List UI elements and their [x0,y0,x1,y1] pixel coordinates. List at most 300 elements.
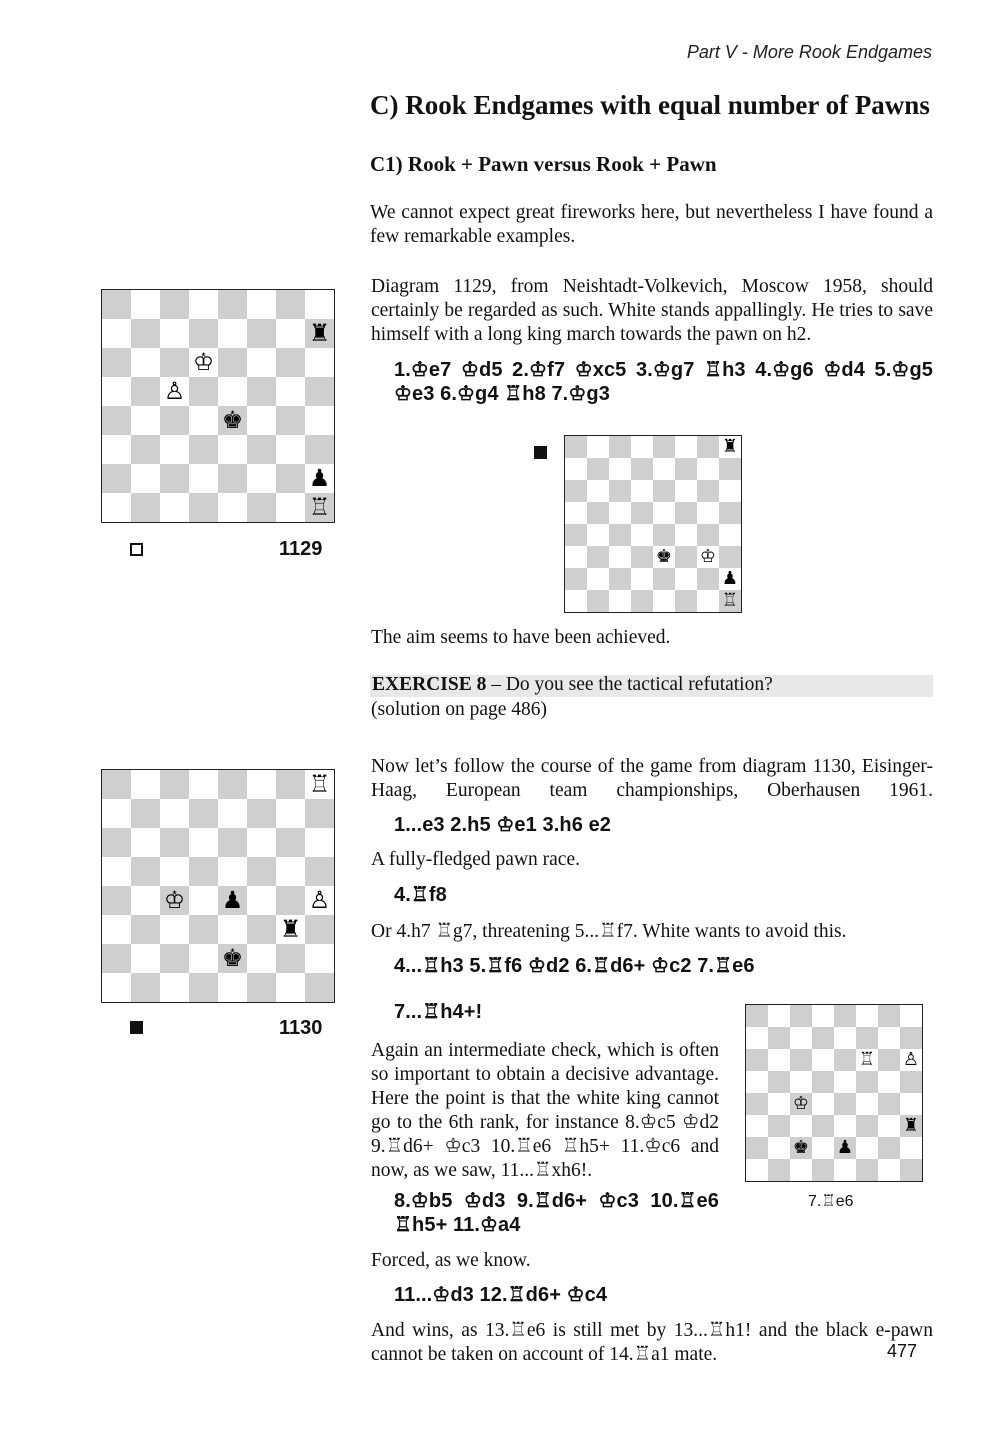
square-h3 [305,915,334,944]
square-a1 [565,590,587,612]
square-d4 [189,886,218,915]
exercise-label: EXERCISE 8 [372,674,487,695]
square-g7 [276,799,305,828]
square-h1 [305,973,334,1002]
square-b5 [131,377,160,406]
square-b8 [768,1005,790,1027]
square-h1 [305,493,334,522]
square-h4 [900,1093,922,1115]
black-pawn-icon: ♟ [721,567,739,589]
square-a2 [746,1137,768,1159]
square-d1 [631,590,653,612]
square-g3 [878,1115,900,1137]
square-d8 [631,436,653,458]
square-f2 [856,1137,878,1159]
square-g3 [276,915,305,944]
square-h5 [305,377,334,406]
square-g2 [276,944,305,973]
square-h7 [719,458,741,480]
square-c5 [160,857,189,886]
square-h5 [900,1071,922,1093]
square-b1 [587,590,609,612]
square-f8 [856,1005,878,1027]
white-king-icon: ♔ [699,545,717,567]
paragraph-diagram-1130: Now let’s follow the course of the game from diagram 1130, Eisinger-Haag, European team championships, Oberhausen 1961. [371,756,933,801]
square-a6 [746,1049,768,1071]
square-c6 [160,828,189,857]
square-d7 [812,1027,834,1049]
square-c5 [609,502,631,524]
moves-line-6: 8.♔b5 ♔d3 9.♖d6+ ♔c3 10.♖e6 ♖h5+ 11.♔a4 [394,1190,719,1236]
moves-line-5: 7...♖h4+! [394,1001,483,1023]
square-g1 [697,590,719,612]
square-d7 [631,458,653,480]
square-c4 [790,1093,812,1115]
square-c3 [609,546,631,568]
exercise-8 [372,673,773,697]
square-d8 [189,290,218,319]
square-b7 [587,458,609,480]
moves-line-3: 4.♖f8 [394,884,447,906]
square-g8 [697,436,719,458]
square-e3 [834,1115,856,1137]
square-b7 [131,319,160,348]
square-g1 [878,1159,900,1181]
square-e8 [218,770,247,799]
square-c2 [160,464,189,493]
square-d3 [189,435,218,464]
square-f5 [856,1071,878,1093]
square-d6 [189,828,218,857]
square-b7 [131,799,160,828]
square-c4 [160,406,189,435]
moves-line-7: 11...♔d3 12.♖d6+ ♔c4 [394,1284,608,1306]
square-a3 [102,915,131,944]
black-to-move-icon [534,446,547,459]
square-b6 [587,480,609,502]
square-e3 [218,435,247,464]
square-d3 [189,915,218,944]
black-pawn-icon: ♟ [836,1136,854,1158]
square-h2 [719,568,741,590]
square-h5 [305,857,334,886]
page-number: 477 [887,1341,918,1361]
square-b8 [131,770,160,799]
moves-line-2: 1...e3 2.h5 ♔e1 3.h6 e2 [394,814,612,836]
square-d1 [189,973,218,1002]
square-f4 [247,406,276,435]
black-pawn-icon: ♟ [221,885,244,914]
square-e4 [218,886,247,915]
square-a8 [102,290,131,319]
white-rook-icon: ♖ [308,769,331,798]
black-rook-icon: ♜ [308,318,331,347]
square-f3 [675,546,697,568]
square-e1 [218,973,247,1002]
square-b5 [131,857,160,886]
black-to-move-icon-1130 [130,1021,143,1034]
square-f1 [675,590,697,612]
square-h7 [305,799,334,828]
square-a2 [102,464,131,493]
square-a1 [102,493,131,522]
paragraph-conclusion: And wins, as 13.♖e6 is still met by 13...♖h1! and the black e-pawn cannot be taken on account of 14.♖a1 mate. [371,1320,933,1365]
square-f5 [675,502,697,524]
square-g8 [276,770,305,799]
square-g6 [697,480,719,502]
square-e6 [653,480,675,502]
square-g2 [878,1137,900,1159]
square-h7 [305,319,334,348]
square-c1 [160,973,189,1002]
square-d4 [631,524,653,546]
square-e7 [834,1027,856,1049]
square-h6 [305,828,334,857]
square-e7 [653,458,675,480]
square-f1 [856,1159,878,1181]
square-e4 [218,406,247,435]
square-a1 [102,973,131,1002]
square-h2 [305,464,334,493]
square-f5 [247,377,276,406]
square-g8 [276,290,305,319]
white-king-icon: ♔ [192,347,215,376]
subsection-heading: C1) Rook + Pawn versus Rook + Pawn [370,152,717,176]
square-e1 [653,590,675,612]
section-heading: C) Rook Endgames with equal number of Pawns [370,90,930,120]
square-e2 [218,944,247,973]
square-h1 [719,590,741,612]
square-d6 [812,1049,834,1071]
square-f4 [675,524,697,546]
square-e5 [218,377,247,406]
square-d1 [189,493,218,522]
square-c1 [609,590,631,612]
square-g4 [697,524,719,546]
square-h7 [900,1027,922,1049]
square-c3 [160,435,189,464]
square-a3 [565,546,587,568]
square-g1 [276,973,305,1002]
square-f6 [856,1049,878,1071]
square-f1 [247,493,276,522]
square-b3 [131,915,160,944]
square-f3 [247,435,276,464]
square-c7 [160,799,189,828]
square-f6 [247,348,276,377]
black-king-icon: ♚ [655,545,673,567]
square-f6 [675,480,697,502]
square-h4 [719,524,741,546]
square-a7 [565,458,587,480]
paragraph-intermediate-check: Again an intermediate check, which is often so important to obtain a decisive advantage. Here the point is that the white king cannot go to the 6th rank, for instance 8.♔c5 ♔d2 9.♖d6+ ♔c3 10.♖e6 ♖h5+ 11.♔c6 and now, as we saw, 11...♖xh6!. [371,1040,719,1181]
square-d2 [812,1137,834,1159]
square-f2 [247,464,276,493]
moves-line-1: 1.♔e7 ♔d5 2.♔f7 ♔xc5 3.♔g7 ♖h3 4.♔g6 ♔d4 5.♔g5 ♔e3 6.♔g4 ♖h8 7.♔g3 [394,359,933,405]
square-h3 [900,1115,922,1137]
square-a4 [102,886,131,915]
square-b3 [131,435,160,464]
square-d6 [631,480,653,502]
square-c6 [790,1049,812,1071]
square-b4 [131,886,160,915]
square-h1 [900,1159,922,1181]
square-c1 [160,493,189,522]
square-d7 [189,799,218,828]
square-d5 [189,377,218,406]
square-c7 [609,458,631,480]
square-c5 [160,377,189,406]
diagram-number-1130: 1130 [279,1017,323,1039]
square-g1 [276,493,305,522]
square-b2 [768,1137,790,1159]
square-e5 [218,857,247,886]
white-pawn-icon: ♙ [902,1048,920,1070]
square-f7 [247,799,276,828]
square-a2 [565,568,587,590]
square-c8 [160,290,189,319]
square-a7 [102,319,131,348]
square-b4 [768,1093,790,1115]
square-g6 [878,1049,900,1071]
square-b2 [131,944,160,973]
square-e7 [218,799,247,828]
black-king-icon: ♚ [221,943,244,972]
square-d7 [189,319,218,348]
square-d1 [812,1159,834,1181]
paragraph-diagram-1129: Diagram 1129, from Neishtadt-Volkevich, Moscow 1958, should certainly be regarded as such. White stands appallingly. He tries to save himself with a long king march towards the pawn on h2. [371,276,933,345]
chess-diagram-1130 [101,769,335,1003]
square-a6 [565,480,587,502]
square-a6 [102,828,131,857]
square-e2 [218,464,247,493]
square-g6 [276,828,305,857]
running-header: Part V - More Rook Endgames [686,42,932,62]
white-to-move-icon [130,543,143,556]
square-d8 [812,1005,834,1027]
square-b4 [131,406,160,435]
square-h8 [719,436,741,458]
square-h3 [305,435,334,464]
square-b6 [768,1049,790,1071]
square-g2 [276,464,305,493]
square-e8 [218,290,247,319]
square-f2 [675,568,697,590]
square-c8 [790,1005,812,1027]
square-h8 [305,770,334,799]
white-king-icon: ♔ [792,1092,810,1114]
white-king-icon: ♔ [163,885,186,914]
square-f3 [247,915,276,944]
square-h4 [305,886,334,915]
square-c6 [609,480,631,502]
square-e5 [834,1071,856,1093]
square-c2 [790,1137,812,1159]
square-g8 [878,1005,900,1027]
square-g5 [878,1071,900,1093]
black-king-icon: ♚ [221,405,244,434]
square-b4 [587,524,609,546]
square-a8 [102,770,131,799]
square-c8 [160,770,189,799]
intro-paragraph: We cannot expect great fireworks here, but nevertheless I have found a few remarkable examples. [370,202,933,247]
square-e6 [834,1049,856,1071]
square-b6 [131,348,160,377]
square-a6 [102,348,131,377]
square-c3 [160,915,189,944]
square-b8 [587,436,609,458]
square-c2 [609,568,631,590]
square-c7 [790,1027,812,1049]
square-g7 [878,1027,900,1049]
square-c4 [160,886,189,915]
square-d2 [631,568,653,590]
square-b1 [131,493,160,522]
moves-line-4: 4...♖h3 5.♖f6 ♔d2 6.♖d6+ ♔c2 7.♖e6 [394,955,755,977]
square-e2 [653,568,675,590]
square-b2 [587,568,609,590]
square-f1 [247,973,276,1002]
square-b2 [131,464,160,493]
square-a3 [102,435,131,464]
square-b6 [131,828,160,857]
square-e3 [653,546,675,568]
square-h6 [900,1049,922,1071]
square-a4 [102,406,131,435]
square-g7 [276,319,305,348]
square-g4 [878,1093,900,1115]
square-h5 [719,502,741,524]
square-f8 [675,436,697,458]
square-a2 [102,944,131,973]
square-e1 [218,493,247,522]
square-g4 [276,886,305,915]
square-g3 [276,435,305,464]
square-h8 [305,290,334,319]
square-f5 [247,857,276,886]
square-e8 [834,1005,856,1027]
square-a5 [102,377,131,406]
square-b5 [587,502,609,524]
square-d2 [189,944,218,973]
square-h4 [305,406,334,435]
square-a3 [746,1115,768,1137]
square-b3 [768,1115,790,1137]
black-rook-icon: ♜ [721,435,739,457]
square-e6 [218,348,247,377]
square-a7 [102,799,131,828]
square-c5 [790,1071,812,1093]
paragraph-pawn-race: A fully-fledged pawn race. [371,849,580,870]
square-g3 [697,546,719,568]
square-f4 [247,886,276,915]
square-f7 [856,1027,878,1049]
white-rook-icon: ♖ [308,492,331,521]
square-h6 [719,480,741,502]
square-c4 [609,524,631,546]
square-g2 [697,568,719,590]
square-h3 [719,546,741,568]
square-f2 [247,944,276,973]
white-pawn-icon: ♙ [308,885,331,914]
exercise-solution-ref: (solution on page 486) [371,699,548,720]
square-b3 [587,546,609,568]
square-g6 [276,348,305,377]
square-a8 [565,436,587,458]
square-b7 [768,1027,790,1049]
square-a5 [746,1071,768,1093]
square-e7 [218,319,247,348]
black-rook-icon: ♜ [902,1114,920,1136]
square-f8 [247,290,276,319]
black-king-icon: ♚ [792,1136,810,1158]
chess-diagram-after-7-kg3 [564,435,742,613]
square-d4 [189,406,218,435]
square-e8 [653,436,675,458]
chess-diagram-1129 [101,289,335,523]
square-b8 [131,290,160,319]
square-d3 [812,1115,834,1137]
square-d5 [631,502,653,524]
square-h6 [305,348,334,377]
square-d5 [812,1071,834,1093]
square-g5 [276,857,305,886]
paragraph-aim: The aim seems to have been achieved. [371,627,671,648]
square-c8 [609,436,631,458]
square-h8 [900,1005,922,1027]
square-a4 [565,524,587,546]
square-h2 [900,1137,922,1159]
square-g5 [697,502,719,524]
exercise-question: – Do you see the tactical refutation? [486,674,773,695]
paragraph-forced: Forced, as we know. [371,1250,531,1271]
square-a5 [102,857,131,886]
white-pawn-icon: ♙ [163,376,186,405]
white-rook-icon: ♖ [721,589,739,611]
square-b1 [131,973,160,1002]
square-d6 [189,348,218,377]
square-c7 [160,319,189,348]
square-g4 [276,406,305,435]
diagram-caption: 7.♖e6 [808,1193,854,1210]
square-f6 [247,828,276,857]
white-rook-icon: ♖ [858,1048,876,1070]
square-f8 [247,770,276,799]
square-a4 [746,1093,768,1115]
square-e1 [834,1159,856,1181]
square-g7 [697,458,719,480]
square-e2 [834,1137,856,1159]
square-a8 [746,1005,768,1027]
square-f4 [856,1093,878,1115]
square-d3 [631,546,653,568]
square-a1 [746,1159,768,1181]
square-e4 [653,524,675,546]
square-e6 [218,828,247,857]
square-f3 [856,1115,878,1137]
square-a7 [746,1027,768,1049]
square-c3 [790,1115,812,1137]
square-f7 [247,319,276,348]
square-e4 [834,1093,856,1115]
square-c2 [160,944,189,973]
square-g5 [276,377,305,406]
square-d8 [189,770,218,799]
square-d2 [189,464,218,493]
black-rook-icon: ♜ [279,914,302,943]
square-b1 [768,1159,790,1181]
square-f7 [675,458,697,480]
